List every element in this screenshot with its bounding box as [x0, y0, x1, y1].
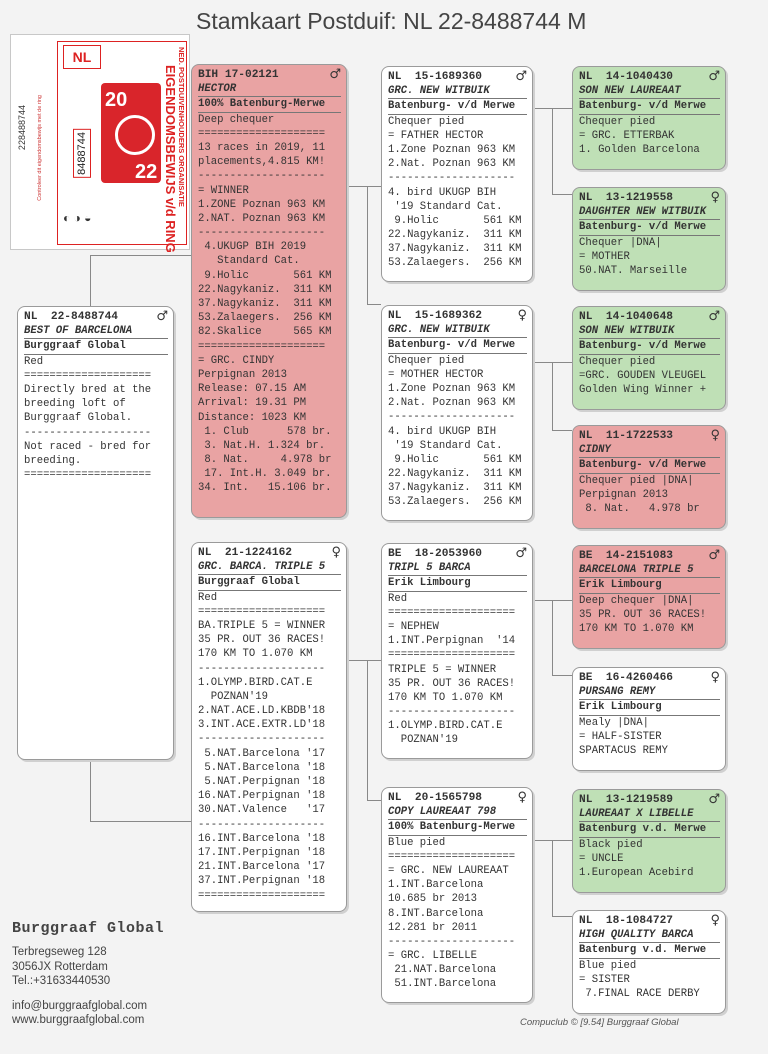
ring-number: NL 13-1219558	[579, 192, 673, 204]
pedigree-line: Blue pied	[388, 836, 446, 849]
card-header	[579, 429, 720, 443]
pedigree-line: BA.TRIPLE 5 = WINNER	[198, 619, 326, 632]
breeder-line: 100% Batenburg-Merwe	[388, 820, 527, 835]
male-icon: ♂	[708, 309, 720, 324]
pedigree-line: 1.OLYMP.BIRD.CAT.E	[388, 720, 503, 733]
pedigree-line: 12.281 br 2011	[388, 921, 478, 934]
male-icon: ♂	[708, 548, 720, 563]
card-header	[388, 791, 527, 805]
card-header	[388, 547, 527, 561]
connector	[533, 840, 572, 841]
card-header	[579, 191, 720, 205]
connector	[552, 430, 572, 431]
connector	[533, 600, 572, 601]
pedigree-line: --------------------	[198, 227, 326, 240]
male-icon: ♂	[156, 309, 168, 324]
pedigree-line: ====================	[388, 649, 516, 662]
pedigree-line: Chequer |DNA|	[579, 236, 662, 249]
ring-number: NL 18-1084727	[579, 915, 673, 927]
pedigree-line: = SISTER	[579, 973, 630, 986]
pigeon-card-father-mother	[381, 305, 533, 521]
female-icon: ♀	[710, 428, 720, 443]
ring-number-box	[73, 129, 91, 178]
pigeon-name: HIGH QUALITY BARCA	[579, 928, 720, 943]
ring-number: NL 11-1722533	[579, 430, 673, 442]
pedigree-line: ====================	[198, 605, 326, 618]
pedigree-line: TRIPLE 5 = WINNER	[388, 663, 497, 676]
breeder-street: Terbregseweg 128	[12, 946, 107, 958]
connector	[367, 186, 368, 304]
pedigree-line: 4. bird UKUGP BIH	[388, 186, 497, 199]
page-title: Stamkaart Postduif: NL 22-8488744 M	[196, 8, 587, 34]
connector	[552, 108, 553, 194]
ring-number: NL 14-1040648	[579, 311, 673, 323]
breeder-website[interactable]: www.burggraafglobal.com	[12, 1014, 145, 1026]
pedigree-line: = GRC. CINDY	[198, 354, 275, 367]
pedigree-line: POZNAN'19	[198, 690, 268, 703]
pigeon-card-mmf	[572, 789, 726, 893]
pedigree-line: Deep chequer |DNA|	[579, 594, 694, 607]
breeder-email[interactable]: info@burggraafglobal.com	[12, 999, 148, 1012]
pedigree-line: Golden Wing Winner +	[579, 383, 707, 396]
pedigree-line: --------------------	[198, 818, 326, 831]
pigeon-card-father-father	[381, 66, 533, 282]
breeder-line: Batenburg- v/d Merwe	[579, 99, 720, 114]
connector	[533, 362, 572, 363]
breeder-line: Batenburg- v/d Merwe	[579, 458, 720, 473]
pedigree-line: ====================	[198, 340, 326, 353]
female-icon: ♀	[710, 913, 720, 928]
pedigree-line: 22.Nagykaniz. 311 KM	[198, 283, 332, 296]
pigeon-card-mother-father	[381, 543, 533, 759]
pedigree-line: 1.INT.Barcelona	[388, 879, 484, 892]
pigeon-card-ffm	[572, 187, 726, 291]
female-icon: ♀	[710, 190, 720, 205]
pedigree-line: 8. Nat. 4.978 br	[198, 454, 332, 467]
pedigree-line: = FATHER HECTOR	[388, 129, 484, 142]
pedigree-line: --------------------	[388, 172, 516, 185]
ring-year-right: 22	[135, 161, 158, 183]
pedigree-line: 35 PR. OUT 36 RACES!	[198, 634, 326, 647]
pedigree-line: = MOTHER HECTOR	[388, 368, 484, 381]
male-icon: ♂	[708, 792, 720, 807]
breeder-line: Batenburg- v/d Merwe	[388, 338, 527, 353]
ring-number: NL 20-1565798	[388, 792, 482, 804]
breeder-phone: Tel.:+31633440530	[12, 975, 111, 987]
pedigree-line: = GRC. NEW LAUREAAT	[388, 864, 509, 877]
pedigree-line: 35 PR. OUT 36 RACES!	[388, 677, 516, 690]
pedigree-line: Distance: 1023 KM	[198, 411, 307, 424]
connector	[90, 760, 91, 822]
pedigree-line: 2.Nat. Poznan 963 KM	[388, 397, 516, 410]
pedigree-line: 82.Skalice 565 KM	[198, 326, 332, 339]
pedigree-line: Black pied	[579, 838, 643, 851]
pigeon-name: PURSANG REMY	[579, 685, 720, 700]
pedigree-line: ====================	[24, 369, 152, 382]
pedigree-line: ====================	[388, 606, 516, 619]
female-icon: ♀	[517, 308, 527, 323]
pedigree-line: 9.Holic 561 KM	[388, 214, 522, 227]
female-icon: ♀	[517, 790, 527, 805]
pedigree-line: Red	[388, 592, 408, 605]
pedigree-line: = NEPHEW	[388, 620, 439, 633]
pedigree-line: = WINNER	[198, 184, 249, 197]
pedigree-line: ====================	[388, 850, 516, 863]
connector	[552, 194, 572, 195]
pigeon-card-fmm	[572, 425, 726, 529]
card-header	[198, 68, 341, 82]
pedigree-line: 170 KM TO 1.070 KM	[388, 691, 503, 704]
pigeon-card-mother-mother	[381, 787, 533, 1003]
pigeon-name: GRC. NEW WITBUIK	[388, 323, 527, 338]
card-header	[579, 70, 720, 84]
connector	[552, 840, 553, 916]
pedigree-line: 7.FINAL RACE DERBY	[579, 987, 700, 1000]
pedigree-line: 53.Zalaegers. 256 KM	[388, 257, 522, 270]
pedigree-line: --------------------	[24, 426, 152, 439]
pigeon-name: CIDNY	[579, 443, 720, 458]
pedigree-line: = GRC. ETTERBAK	[579, 129, 675, 142]
pedigree-line: 5.NAT.Perpignan '18	[198, 776, 326, 789]
pedigree-line: 5.NAT.Barcelona '17	[198, 747, 326, 760]
pigeon-card-fff	[572, 66, 726, 170]
breeder-line: Batenburg v.d. Merwe	[579, 943, 720, 958]
breeder-line: Erik Limbourg	[579, 578, 720, 593]
ring-country-box	[63, 45, 101, 69]
connector	[90, 255, 191, 256]
pedigree-line: Mealy |DNA|	[579, 716, 649, 729]
pedigree-line: 17. Int.H. 3.049 br.	[198, 468, 332, 481]
pigeon-card-main	[17, 306, 174, 760]
pedigree-line: 30.NAT.Valence '17	[198, 804, 326, 817]
pedigree-line: 37.Nagykaniz. 311 KM	[388, 482, 522, 495]
pigeon-name: GRC. NEW WITBUIK	[388, 84, 527, 99]
pedigree-line: 170 KM TO 1.070 KM	[198, 648, 313, 661]
card-header	[579, 549, 720, 563]
connector	[552, 675, 572, 676]
pedigree-line: --------------------	[198, 662, 326, 675]
male-icon: ♂	[515, 546, 527, 561]
pedigree-line: Chequer pied	[579, 115, 656, 128]
breeder-line: Erik Limbourg	[388, 576, 527, 591]
pedigree-line: 37.INT.Perpignan '18	[198, 875, 326, 888]
breeder-line: Burggraaf Global	[198, 575, 341, 590]
pedigree-line: 3.INT.ACE.EXTR.LD'18	[198, 719, 326, 732]
connector	[347, 186, 381, 187]
ring-number: NL 21-1224162	[198, 547, 292, 559]
connector	[533, 108, 572, 109]
card-header	[388, 70, 527, 84]
pedigree-line: Not raced - bred for	[24, 440, 152, 453]
pedigree-line: --------------------	[198, 170, 326, 183]
pedigree-line: 8. Nat. 4.978 br	[579, 502, 700, 515]
pedigree-line: 22.Nagykaniz. 311 KM	[388, 468, 522, 481]
pedigree-line: Chequer pied	[388, 354, 465, 367]
ring-number-vertical: 228488744	[17, 105, 27, 151]
card-header	[198, 546, 341, 560]
pedigree-line: Release: 07.15 AM	[198, 383, 307, 396]
pigeon-card-mfm	[572, 667, 726, 771]
ring-number: 8488744	[76, 132, 88, 175]
pedigree-line: Arrival: 19.31 PM	[198, 397, 307, 410]
pigeon-name: BEST OF BARCELONA	[24, 324, 168, 339]
connector	[552, 916, 572, 917]
card-header	[579, 914, 720, 928]
pedigree-line: Perpignan 2013	[579, 488, 669, 501]
connector	[552, 600, 553, 675]
pedigree-line: Standard Cat.	[198, 255, 300, 268]
ring-number: NL 14-1040430	[579, 71, 673, 83]
ring-logos: ◐ ◑ ◒	[63, 211, 92, 225]
pedigree-line: = UNCLE	[579, 852, 624, 865]
pedigree-line: 9.Holic 561 KM	[198, 269, 332, 282]
ring-number: BIH 17-02121	[198, 69, 279, 81]
pigeon-name: COPY LAUREAAT 798	[388, 805, 527, 820]
pigeon-name: SON NEW LAUREAAT	[579, 84, 720, 99]
breeder-line: Batenburg- v/d Merwe	[579, 220, 720, 235]
pedigree-line: --------------------	[388, 706, 516, 719]
pedigree-line: 4.UKUGP BIH 2019	[198, 241, 307, 254]
pedigree-line: 1.INT.Perpignan '14	[388, 635, 516, 648]
pedigree-line: 16.NAT.Perpignan '18	[198, 790, 326, 803]
breeder-info	[12, 920, 164, 1028]
pigeon-card-mff	[572, 545, 726, 649]
male-icon: ♂	[515, 69, 527, 84]
pedigree-line: 2.NAT.ACE.LD.KBDB'18	[198, 705, 326, 718]
pedigree-line: 1.ZONE Poznan 963 KM	[198, 198, 326, 211]
pedigree-line: 4. bird UKUGP BIH	[388, 425, 497, 438]
pedigree-line: Chequer pied |DNA|	[579, 474, 694, 487]
ring-number: NL 22-8488744	[24, 311, 118, 323]
pedigree-line: SPARTACUS REMY	[579, 744, 669, 757]
pedigree-line: placements,4.815 KM!	[198, 156, 326, 169]
pedigree-line: 16.INT.Barcelona '18	[198, 832, 326, 845]
ring-number: NL 15-1689362	[388, 310, 482, 322]
pigeon-card-father	[191, 64, 347, 518]
female-icon: ♀	[710, 670, 720, 685]
pedigree-line: Chequer pied	[579, 355, 656, 368]
pedigree-line: Blue pied	[579, 959, 637, 972]
breeder-line: Batenburg- v/d Merwe	[388, 99, 527, 114]
pedigree-line: '19 Standard Cat.	[388, 200, 503, 213]
pedigree-line: = HALF-SISTER	[579, 730, 662, 743]
pedigree-line: 9.Holic 561 KM	[388, 453, 522, 466]
pedigree-line: 1.Zone Poznan 963 KM	[388, 382, 516, 395]
pedigree-line: 21.NAT.Barcelona	[388, 964, 497, 977]
pedigree-line: breeding loft of	[24, 398, 126, 411]
pedigree-line: Chequer pied	[388, 115, 465, 128]
connector	[347, 660, 381, 661]
pedigree-line: 34. Int. 15.106 br.	[198, 482, 332, 495]
connector	[367, 304, 381, 305]
pedigree-line: Perpignan 2013	[198, 368, 288, 381]
card-header	[579, 310, 720, 324]
pigeon-name: TRIPL 5 BARCA	[388, 561, 527, 576]
pedigree-line: 53.Zalaegers. 256 KM	[388, 496, 522, 509]
ring-org-vertical: NED. POSTDUIVENHOUDERS ORGANISATIE	[177, 47, 186, 207]
connector	[90, 821, 191, 822]
pedigree-line: 35 PR. OUT 36 RACES!	[579, 608, 707, 621]
pedigree-line: 2.NAT. Poznan 963 KM	[198, 212, 326, 225]
pedigree-line: 5.NAT.Barcelona '18	[198, 761, 326, 774]
ring-certificate	[10, 34, 190, 253]
pigeon-name: DAUGHTER NEW WITBUIK	[579, 205, 720, 220]
breeder-name: Burggraaf Global	[12, 920, 165, 937]
breeder-line: 100% Batenburg-Merwe	[198, 97, 341, 112]
pedigree-line: 8.INT.Barcelona	[388, 907, 484, 920]
pedigree-line: ====================	[24, 469, 152, 482]
pedigree-line: Burggraaf Global.	[24, 412, 133, 425]
pedigree-line: 2.Nat. Poznan 963 KM	[388, 158, 516, 171]
connector	[367, 660, 368, 800]
pedigree-line: 17.INT.Perpignan '18	[198, 846, 326, 859]
connector	[552, 362, 553, 430]
pedigree-line: =GRC. GOUDEN VLEUGEL	[579, 369, 707, 382]
pedigree-line: 22.Nagykaniz. 311 KM	[388, 229, 522, 242]
ring-number: NL 13-1219589	[579, 794, 673, 806]
pedigree-line: 1.European Acebird	[579, 866, 694, 879]
pigeon-name: LAUREAAT X LIBELLE	[579, 807, 720, 822]
ring-small-text: Controleer dit eigendomsbewijs met de ring	[37, 95, 43, 201]
pedigree-line: = MOTHER	[579, 250, 630, 263]
ring-year-left: 20	[105, 89, 128, 111]
pedigree-line: --------------------	[388, 411, 516, 424]
pedigree-line: --------------------	[388, 935, 516, 948]
pedigree-line: 21.INT.Barcelona '17	[198, 861, 326, 874]
pedigree-line: 10.685 br 2013	[388, 893, 478, 906]
breeder-line: Batenburg v.d. Merwe	[579, 822, 720, 837]
pigeon-emblem-icon	[115, 115, 155, 155]
pedigree-line: breeding.	[24, 454, 82, 467]
connector	[90, 255, 91, 306]
male-icon: ♂	[708, 69, 720, 84]
pedigree-line: 170 KM TO 1.070 KM	[579, 622, 694, 635]
pigeon-name: SON NEW WITBUIK	[579, 324, 720, 339]
breeder-line: Erik Limbourg	[579, 700, 720, 715]
ring-number: BE 18-2053960	[388, 548, 482, 560]
male-icon: ♂	[329, 67, 341, 82]
card-header	[579, 793, 720, 807]
ring-number: NL 15-1689360	[388, 71, 482, 83]
pigeon-card-mmm	[572, 910, 726, 1014]
pedigree-line: 1. Club 578 br.	[198, 425, 332, 438]
pedigree-line: '19 Standard Cat.	[388, 439, 503, 452]
pedigree-line: 3. Nat.H. 1.324 br.	[198, 439, 326, 452]
pedigree-line: 1.OLYMP.BIRD.CAT.E	[198, 676, 313, 689]
card-header	[24, 310, 168, 324]
pedigree-line: POZNAN'19	[388, 734, 458, 747]
pigeon-name: GRC. BARCA. TRIPLE 5	[198, 560, 341, 575]
ring-title-vertical: EIGENDOMSBEWIJS v/d RING	[163, 65, 178, 253]
ring-country: NL	[72, 49, 92, 65]
pedigree-line: Directly bred at the	[24, 383, 152, 396]
pedigree-line: --------------------	[198, 733, 326, 746]
connector	[367, 800, 381, 801]
pedigree-line: 1. Golden Barcelona	[579, 143, 700, 156]
pedigree-line: 37.Nagykaniz. 311 KM	[388, 243, 522, 256]
card-header	[388, 309, 527, 323]
ring-number: BE 16-4260466	[579, 672, 673, 684]
pedigree-line: 53.Zalaegers. 256 KM	[198, 312, 332, 325]
pedigree-line: Red	[198, 591, 218, 604]
pedigree-line: 1.Zone Poznan 963 KM	[388, 143, 516, 156]
footer-credit: Compuclub © [9.54] Burggraaf Global	[520, 1017, 679, 1028]
ring-number: BE 14-2151083	[579, 550, 673, 562]
pedigree-line: ====================	[198, 889, 326, 902]
pedigree-line: = GRC. LIBELLE	[388, 950, 478, 963]
pigeon-name: HECTOR	[198, 82, 341, 97]
pedigree-line: 13 races in 2019, 11	[198, 141, 326, 154]
pedigree-line: ====================	[198, 127, 326, 140]
pigeon-card-fmf	[572, 306, 726, 410]
female-icon: ♀	[331, 545, 341, 560]
breeder-city: 3056JX Rotterdam	[12, 960, 108, 973]
pedigree-line: Deep chequer	[198, 113, 275, 126]
pigeon-name: BARCELONA TRIPLE 5	[579, 563, 720, 578]
breeder-line: Batenburg- v/d Merwe	[579, 339, 720, 354]
pedigree-line: 50.NAT. Marseille	[579, 264, 688, 277]
breeder-line: Burggraaf Global	[24, 339, 168, 354]
pedigree-line: 51.INT.Barcelona	[388, 978, 497, 991]
pedigree-line: 37.Nagykaniz. 311 KM	[198, 298, 332, 311]
pedigree-line: Red	[24, 355, 44, 368]
pigeon-card-mother	[191, 542, 347, 912]
card-header	[579, 671, 720, 685]
